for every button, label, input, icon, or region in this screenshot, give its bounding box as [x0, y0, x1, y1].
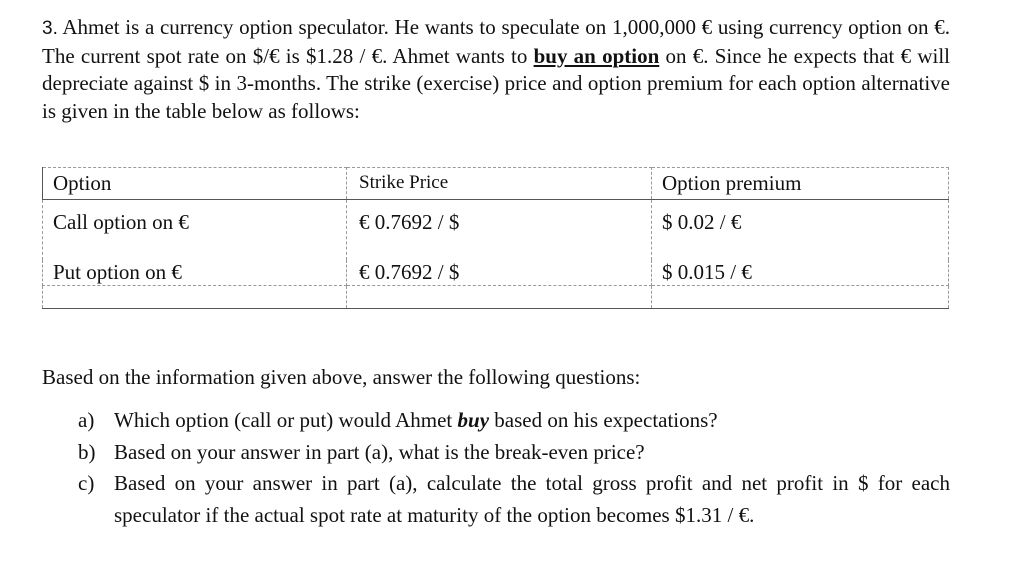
problem-statement — [42, 14, 950, 125]
problem-text-1: Ahmet is a currency option speculator. He wants to speculate on 1,000,000 € using currency option on €. The current spot rate on $/€ is $1.28 / €. Ahmet wants to — [42, 15, 950, 68]
cell-premium-call: $ 0.02 / € — [652, 200, 949, 261]
option-table — [42, 167, 949, 309]
problem-text-2: on €. Since he expects that € will depreciate against $ in 3-months. The strike (exercise) price and option premium for each option alternative is given in the table below as follows: — [42, 43, 950, 123]
questions-prompt: Based on the information given above, answer the following questions: — [42, 365, 641, 389]
table-header-row — [43, 168, 949, 200]
question-marker: b) — [78, 439, 96, 464]
header-option-premium: Option premium — [652, 168, 949, 200]
question-c — [78, 468, 950, 531]
cell-premium-put: $ 0.015 / € — [652, 260, 949, 286]
question-b-text: Based on your answer in part (a), what is the break-even price? — [114, 439, 645, 464]
question-a-before: Which option (call or put) would Ahmet — [114, 408, 458, 432]
table-empty-row — [43, 286, 949, 309]
question-a-after: based on his expectations? — [489, 408, 718, 432]
question-c-text: Based on your answer in part (a), calculate the total gross profit and net profit in $ for each speculator if the actual spot rate at maturity of the option becomes $1.31 / €. — [114, 471, 950, 527]
empty-cell — [347, 286, 652, 309]
empty-cell — [652, 286, 949, 309]
question-list — [78, 405, 950, 531]
empty-cell — [43, 286, 347, 309]
table-row — [43, 200, 949, 261]
header-strike-price: Strike Price — [347, 168, 652, 200]
question-b — [78, 437, 950, 469]
problem-number: 3. — [42, 18, 58, 39]
cell-option-put: Put option on € — [43, 260, 347, 286]
problem-emphasis: buy an option — [533, 43, 660, 68]
question-marker: c) — [78, 471, 95, 495]
cell-option-call: Call option on € — [43, 200, 347, 261]
header-option: Option — [43, 168, 347, 200]
question-a-emphasis: buy — [457, 408, 490, 432]
cell-strike-put: € 0.7692 / $ — [347, 260, 652, 286]
question-marker: a) — [78, 408, 95, 432]
cell-strike-call: € 0.7692 / $ — [347, 200, 652, 261]
table-row — [43, 260, 949, 286]
question-a — [78, 405, 950, 437]
